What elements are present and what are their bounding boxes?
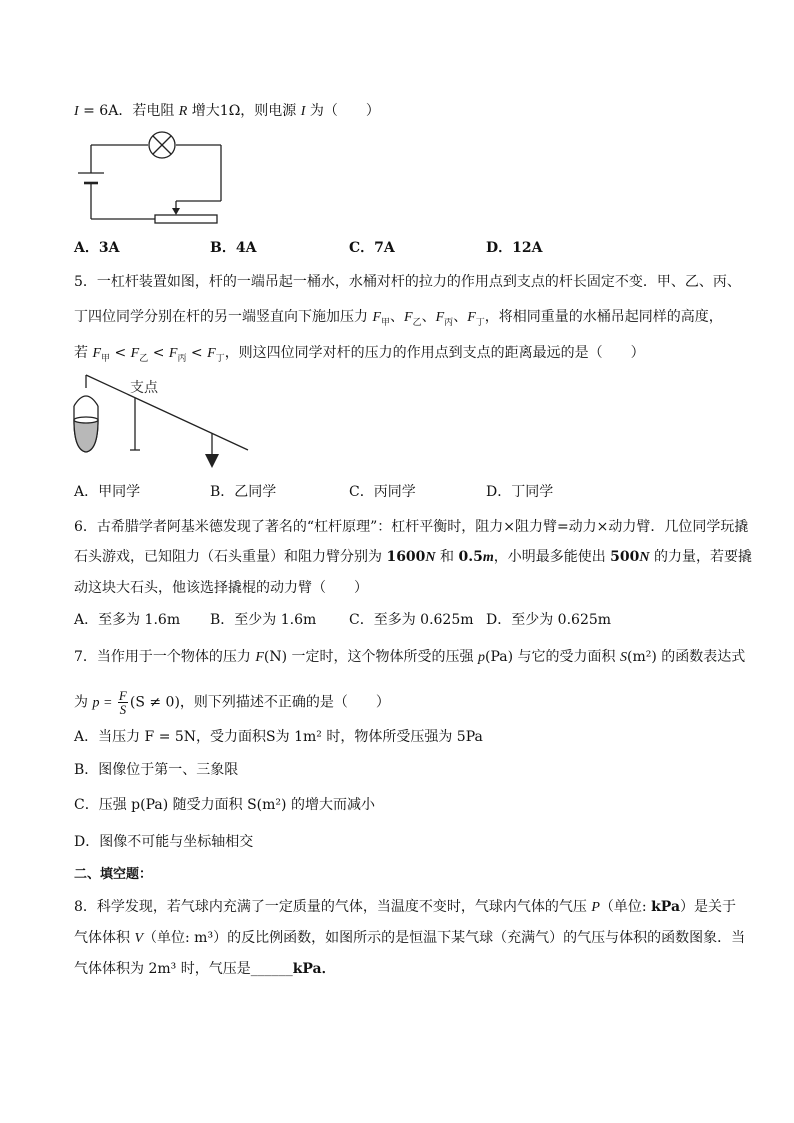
q6-option-b[interactable]: B．至少为 1.6m — [210, 612, 317, 628]
q4-stem: I = 6A．若电阻 R 增大1Ω，则电源 I 为（ ） — [74, 103, 380, 119]
q5-option-b[interactable]: B．乙同学 — [210, 484, 277, 500]
q6-option-d[interactable]: D．至少为 0.625m — [486, 612, 612, 628]
lever-bar — [86, 375, 248, 450]
q5-options — [74, 482, 734, 502]
bucket-icon — [74, 396, 98, 452]
lever-diagram — [66, 372, 256, 472]
q6-options — [74, 610, 734, 630]
q5-line2: 丁四位同学分别在杆的另一端竖直向下施加压力 $F_甲$、$F_乙$、$F_丙$、$F_丁$，将相同重量的水桶吊起同样的高度， — [74, 309, 723, 328]
section-heading: 二、填空题： — [74, 867, 153, 882]
fulcrum-label: 支点 — [130, 380, 158, 396]
q4-option-c[interactable]: C．7A — [349, 240, 395, 256]
q7-fraction: $\frac{F}{S}$ — [118, 688, 127, 717]
q5-line1: 5．一杠杆装置如图，杆的一端吊起一桶水，水桶对杆的拉力的作用点到支点的杆长固定不变．甲、乙、丙、 — [74, 274, 741, 290]
q5-option-d[interactable]: D．丁同学 — [486, 484, 554, 500]
q4-option-d[interactable]: D．12A — [486, 240, 543, 256]
q6-line2: 石头游戏，已知阻力（石头重量）和阻力臂分别为 1600N 和 0.5m，小明最多能使出 500N 的力量，若要撬 — [74, 549, 752, 565]
down-arrow-icon — [205, 454, 219, 468]
q4-var-I: I — [74, 104, 79, 119]
q7-option-d[interactable]: D．图像不可能与坐标轴相交 — [74, 834, 254, 850]
q6-line3: 动这块大石头，他该选择撬棍的动力臂（ ） — [74, 580, 368, 596]
rheostat-icon — [155, 215, 217, 223]
q5-option-c[interactable]: C．丙同学 — [349, 484, 416, 500]
q7-line2: 为 p = $\frac{F}{S}$ (S ≠ 0)，则下列描述不正确的是（ ） — [74, 688, 390, 717]
q6-option-a[interactable]: A．至多为 1.6m — [74, 612, 181, 628]
q4-options — [74, 238, 734, 258]
q8-line3: 气体体积为 2m³ 时，气压是______kPa． — [74, 961, 336, 977]
q6-line1: 6．古希腊学者阿基米德发现了著名的“杠杆原理”：杠杆平衡时，阻力×阻力臂=动力×动力臂．几位同学玩撬 — [74, 519, 749, 535]
q8-line2: 气体体积 V（单位: m³）的反比例函数，如图所示的是恒温下某气球（充满气）的气压与体积的函数图象．当 — [74, 930, 746, 946]
q7-option-c[interactable]: C．压强 p(Pa) 随受力面积 S(m²) 的增大而减小 — [74, 797, 375, 813]
q4-option-b[interactable]: B．4A — [210, 240, 257, 256]
q8-line1: 8．科学发现，若气球内充满了一定质量的气体，当温度不变时，气球内气体的气压 P（单位: kPa）是关于 — [74, 899, 737, 915]
q7-option-b[interactable]: B．图像位于第一、三象限 — [74, 762, 239, 778]
q7-line1: 7．当作用于一个物体的压力 F(N) 一定时，这个物体所受的压强 p(Pa) 与它的受力面积 S(m²) 的函数表达式 — [74, 649, 746, 665]
q7-option-a[interactable]: A．当压力 F = 5N，受力面积S为 1m² 时，物体所受压强为 5Pa — [74, 729, 483, 745]
q5-line3: 若 $F_甲 < F_乙 < F_丙 < F_丁$，则这四位同学对杆的压力的作用点到支点的距离最远的是（ ） — [74, 345, 645, 364]
answer-blank[interactable]: ______ — [250, 961, 293, 977]
q4-option-a[interactable]: A．3A — [74, 240, 120, 256]
q5-option-a[interactable]: A．甲同学 — [74, 484, 141, 500]
q6-option-c[interactable]: C．至多为 0.625m — [349, 612, 474, 628]
circuit-diagram — [74, 128, 234, 230]
